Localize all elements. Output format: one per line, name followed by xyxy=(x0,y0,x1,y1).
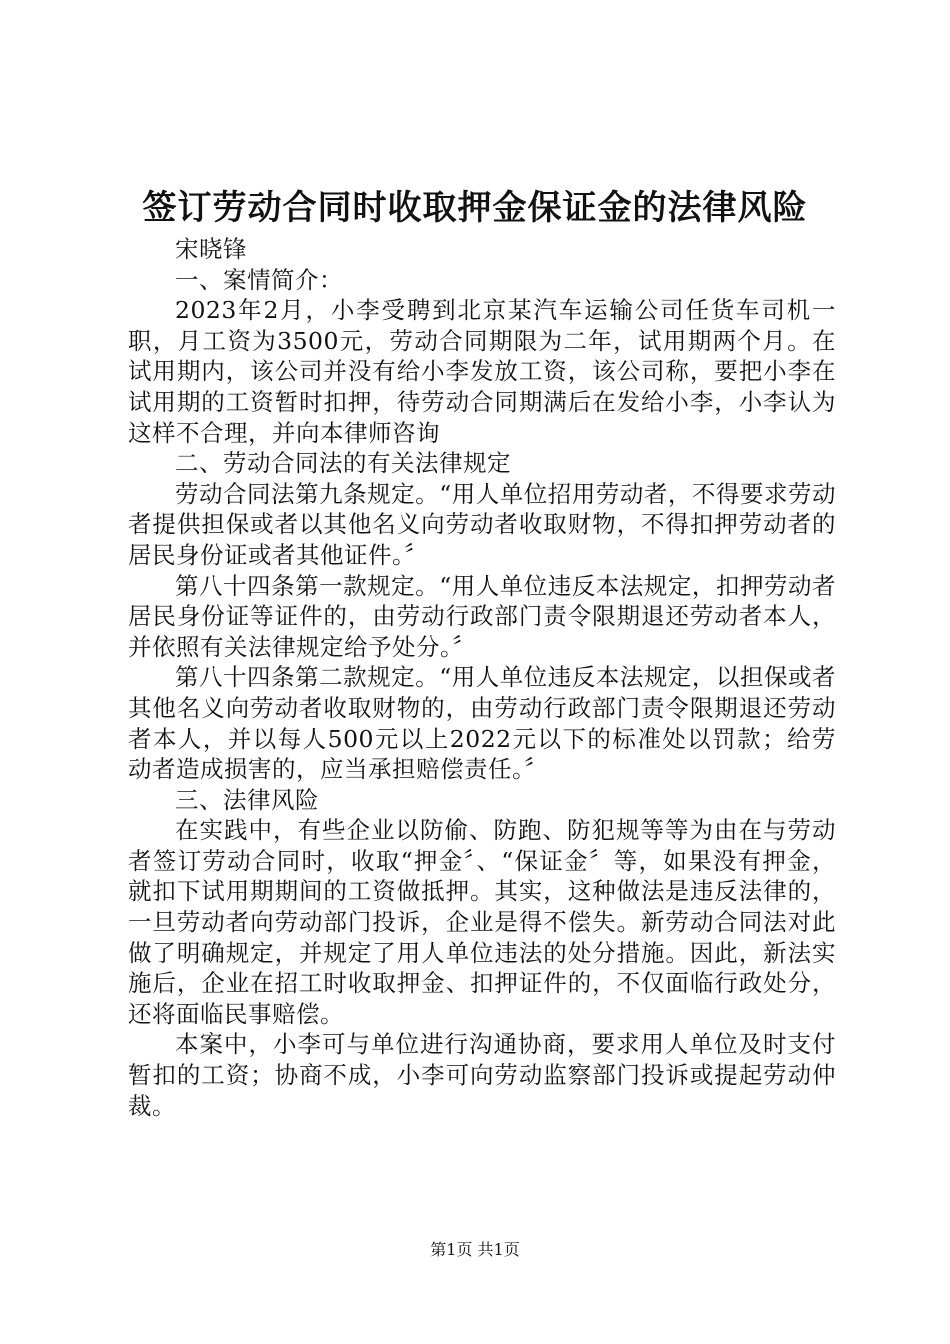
author-line: 宋晓锋 xyxy=(175,235,247,263)
paragraph-article-84-clause-1: 第八十四条第一款规定。“用人单位违反本法规定，扣押劳动者居民身份证等证件的，由劳动行政部门责令限期退还劳动者本人，并依照有关法律规定给予处分。〞 xyxy=(128,571,836,661)
section-heading-case-summary: 一、案情简介： xyxy=(175,265,343,294)
document-body xyxy=(128,234,836,1121)
paragraph-article-84-clause-2: 第八十四条第二款规定。“用人单位违反本法规定，以担保或者其他名义向劳动者收取财物的，由劳动行政部门责令限期退还劳动者本人，并以每人500元以上2022元以下的标准处以罚款；给劳动者造成损害的，应当承担赔偿责任。〞 xyxy=(128,663,836,784)
document-title: 签订劳动合同时收取押金保证金的法律风险 xyxy=(142,188,808,228)
page-number-footer: 第1页 共1页 xyxy=(430,1240,520,1259)
section-heading-legal-provisions: 二、劳动合同法的有关法律规定 xyxy=(175,449,511,478)
paragraph-article-9: 劳动合同法第九条规定。“用人单位招用劳动者，不得要求劳动者提供担保或者以其他名义向劳动者收取财物，不得扣押劳动者的居民身份证或者其他证件。〞 xyxy=(128,479,836,569)
paragraph-case-facts: 2023年2月，小李受聘到北京某汽车运输公司任货车司机一职，月工资为3500元，劳动合同期限为二年，试用期两个月。在试用期内，该公司并没有给小李发放工资，该公司称，要把小李在试用期的工资暂时扣押，待劳动合同期满后在发给小李，小李认为这样不合理，并向本律师咨询 xyxy=(128,296,836,447)
section-heading-legal-risk: 三、法律风险 xyxy=(175,785,319,814)
paragraph-practice-analysis: 在实践中，有些企业以防偷、防跑、防犯规等等为由在与劳动者签订劳动合同时，收取“押金〞、“保证金〞等，如果没有押金，就扣下试用期期间的工资做抵押。其实，这种做法是违反法律的，一旦劳动者向劳动部门投诉，企业是得不偿失。新劳动合同法对此做了明确规定，并规定了用人单位违法的处分措施。因此，新法实施后，企业在招工时收取押金、扣押证件的，不仅面临行政处分，还将面临民事赔偿。 xyxy=(128,816,836,1028)
paragraph-case-advice: 本案中，小李可与单位进行沟通协商，要求用人单位及时支付暂扣的工资；协商不成，小李可向劳动监察部门投诉或提起劳动仲裁。 xyxy=(128,1030,836,1120)
